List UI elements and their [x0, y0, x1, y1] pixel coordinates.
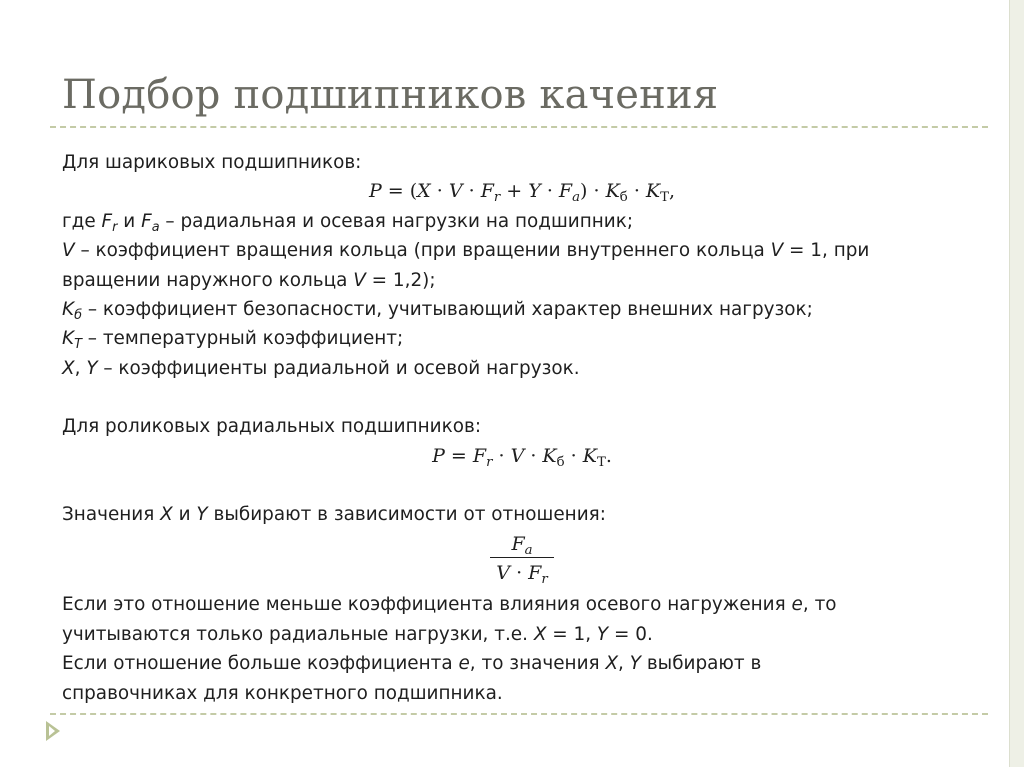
footer-divider [50, 713, 988, 715]
ratio-fraction [62, 529, 982, 590]
kb-coefficient-line: $K_б$ – коэффициент безопасности, учитывающий характер внешних нагрузок; [62, 299, 813, 323]
condition-greater-line-2: справочниках для конкретного подшипника. [62, 682, 503, 704]
xy-coefficients-line: X, Y – коэффициенты радиальной и осевой нагрузок. [62, 357, 580, 379]
fraction-numerator: $F_a$ [511, 533, 533, 559]
slide-side-border [1009, 0, 1024, 767]
v-coefficient-line-2: вращении наружного кольца V = 1,2); [62, 269, 436, 291]
fraction-denominator: $V \cdot F_r$ [490, 557, 553, 586]
title-divider [50, 126, 988, 128]
condition-less-line-2: учитываются только радиальные нагрузки, т.е. X = 1, Y = 0. [62, 623, 653, 645]
v-coefficient-line: V – коэффициент вращения кольца (при вращении внутреннего кольца V = 1, при [62, 240, 870, 262]
kt-coefficient-line: $K_Т$ – температурный коэффициент; [62, 328, 404, 353]
condition-greater-line-1: Если отношение больше коэффициента e, то значения X, Y выбирают в [62, 653, 762, 675]
slide-body [62, 148, 982, 708]
ball-bearing-formula: $P = (X \cdot V \cdot F_r + Y \cdot F_a) \cdot K_б \cdot K_Т$, [368, 180, 676, 206]
where-forces-line: где $F_r$ и $F_a$ – радиальная и осевая нагрузки на подшипник; [62, 210, 634, 235]
condition-less-line-1: Если это отношение меньше коэффициента влияния осевого нагружения e, то [62, 594, 837, 616]
ratio-intro: Значения X и Y выбирают в зависимости от отношения: [62, 504, 606, 526]
roller-bearing-formula: $P = F_r \cdot V \cdot K_б \cdot K_Т$. [432, 444, 612, 470]
ball-bearings-intro: Для шариковых подшипников: [62, 152, 362, 173]
slide-title: Подбор подшипников качения [62, 72, 719, 118]
roller-bearings-intro: Для роликовых радиальных подшипников: [62, 416, 482, 438]
triangle-arrow-icon [46, 721, 60, 741]
